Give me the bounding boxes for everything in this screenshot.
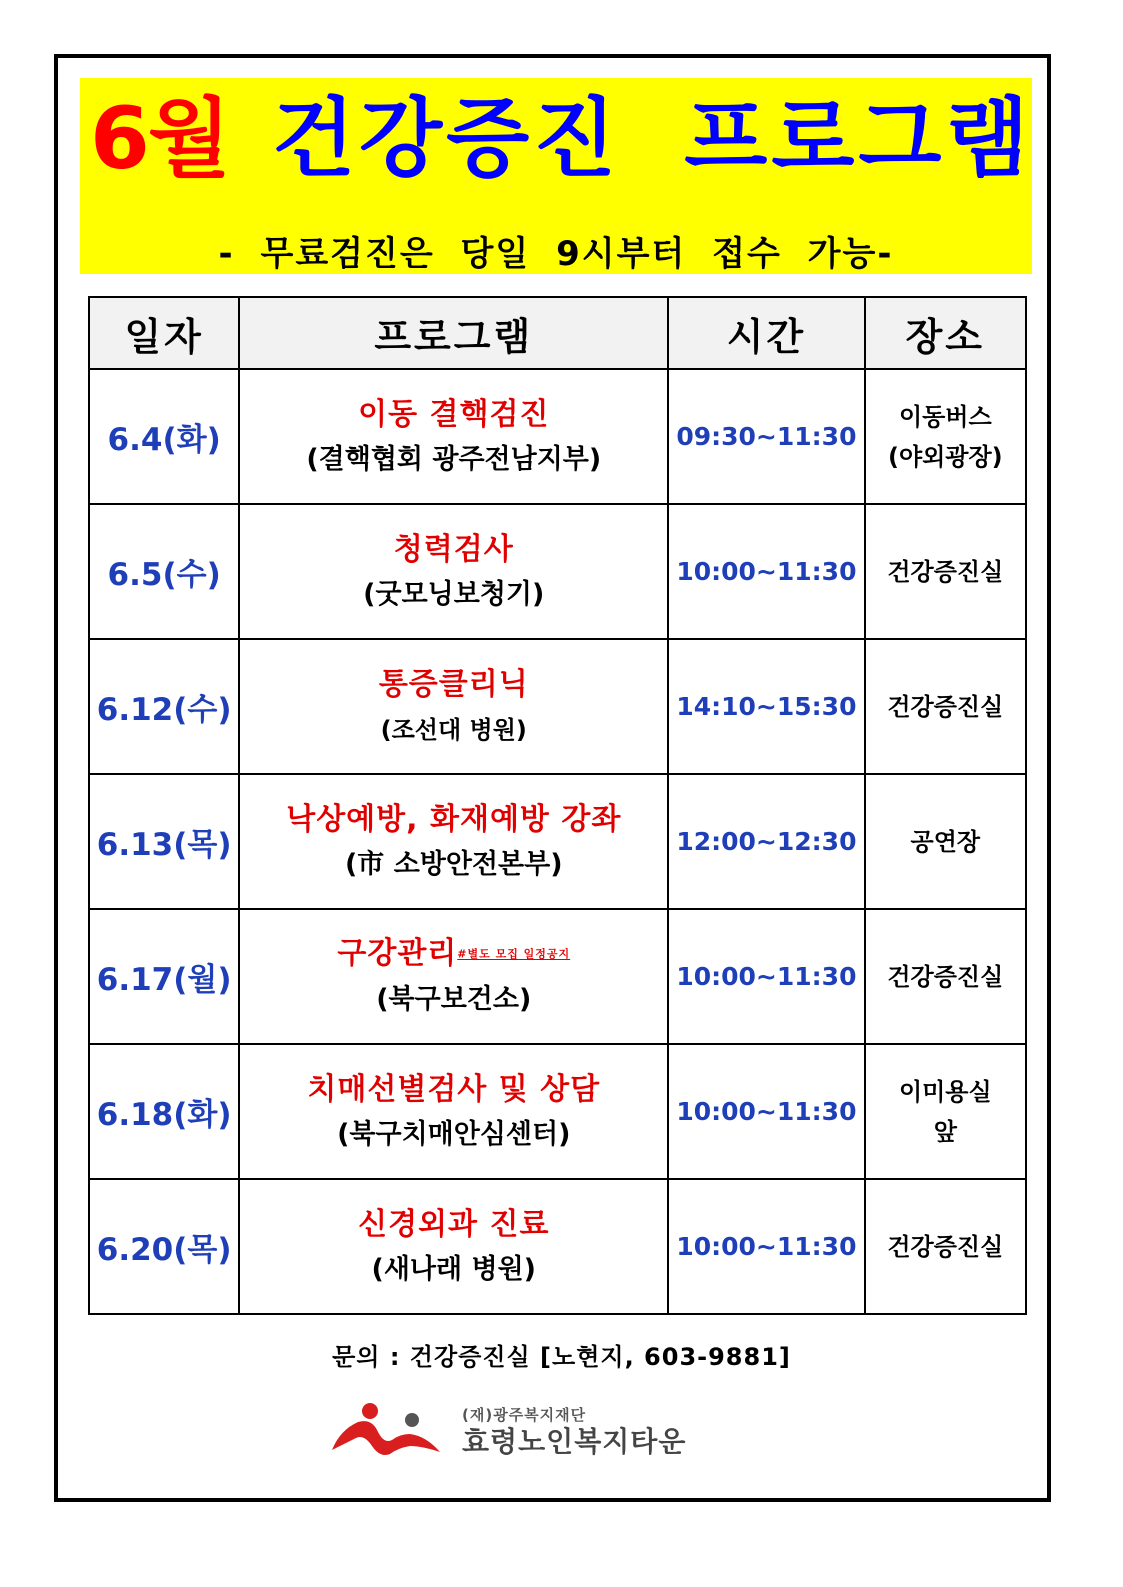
organization-name: 효령노인복지타운 xyxy=(462,1425,687,1458)
contact-info: 문의 : 건강증진실 [노현지, 603-9881] xyxy=(332,1343,791,1371)
row-date: 6.13(목) xyxy=(96,827,232,863)
row-place: 이미용실 xyxy=(898,1077,992,1106)
row-place: 공연장 xyxy=(910,827,981,856)
row-date: 6.17(월) xyxy=(96,962,232,998)
row-program-sub: (결핵협회 광주전남지부) xyxy=(306,443,602,475)
table-row xyxy=(89,639,1026,774)
row-date: 6.12(수) xyxy=(96,692,232,728)
page-subtitle: - 무료검진은 당일 9시부터 접수 가능- xyxy=(218,234,894,274)
row-program-sub: (市 소방안전본부) xyxy=(344,848,563,880)
figure-logo-icon xyxy=(330,1400,445,1460)
row-time: 10:00~11:30 xyxy=(676,962,857,991)
row-program: 이동 결핵검진 xyxy=(358,396,550,432)
row-time: 09:30~11:30 xyxy=(676,422,857,451)
row-place-line2: (야외광장) xyxy=(887,442,1003,471)
title-month: 6월 xyxy=(90,89,229,189)
row-program-line xyxy=(240,931,667,978)
organization-subname: (재)광주복지재단 xyxy=(462,1406,587,1424)
row-time: 10:00~11:30 xyxy=(676,1232,857,1261)
row-date: 6.18(화) xyxy=(96,1097,232,1133)
table-row xyxy=(89,909,1026,1044)
row-program: 구강관리 xyxy=(337,936,458,972)
title-banner xyxy=(80,78,1032,274)
schedule-table xyxy=(88,296,1027,1315)
column-header-place: 장소 xyxy=(865,297,1026,369)
row-program: 낙상예방, 화재예방 강좌 xyxy=(286,801,622,837)
organization-logo xyxy=(330,1400,800,1460)
column-header-time: 시간 xyxy=(668,297,864,369)
row-place: 건강증진실 xyxy=(887,692,1004,721)
row-date: 6.4(화) xyxy=(107,422,221,458)
row-place: 건강증진실 xyxy=(887,557,1004,586)
column-header-date: 일자 xyxy=(89,297,239,369)
table-row xyxy=(89,774,1026,909)
row-date: 6.20(목) xyxy=(96,1232,232,1268)
row-program-sub: (북구보건소) xyxy=(376,983,532,1015)
row-program: 청력검사 xyxy=(393,531,514,567)
row-place: 건강증진실 xyxy=(887,962,1004,991)
row-program-sub: (새나래 병원) xyxy=(371,1253,537,1285)
row-place: 건강증진실 xyxy=(887,1232,1004,1261)
table-header-row xyxy=(89,297,1026,369)
row-program: 통증클리닉 xyxy=(378,666,529,702)
row-program-note: #별도 모집 일정공지 xyxy=(457,947,571,961)
row-program-sub: (굿모닝보청기) xyxy=(363,578,545,610)
row-place: 이동버스 xyxy=(898,402,992,431)
row-program: 치매선별검사 및 상담 xyxy=(307,1071,601,1107)
table-row xyxy=(89,1044,1026,1179)
table-row xyxy=(89,369,1026,504)
row-program: 신경외과 진료 xyxy=(358,1206,550,1242)
row-time: 14:10~15:30 xyxy=(676,692,857,721)
row-program-sub: (북구치매안심센터) xyxy=(337,1118,571,1150)
table-row xyxy=(89,504,1026,639)
row-place-line2: 앞 xyxy=(933,1117,957,1146)
row-program-sub: (조선대 병원) xyxy=(380,715,527,744)
page-title xyxy=(80,84,1032,194)
row-time: 12:00~12:30 xyxy=(676,827,857,856)
row-time: 10:00~11:30 xyxy=(676,1097,857,1126)
row-date: 6.5(수) xyxy=(107,557,221,593)
title-main: 건강증진 프로그램 xyxy=(272,89,1033,189)
row-time: 10:00~11:30 xyxy=(676,557,857,586)
column-header-program: 프로그램 xyxy=(239,297,668,369)
table-row xyxy=(89,1179,1026,1314)
